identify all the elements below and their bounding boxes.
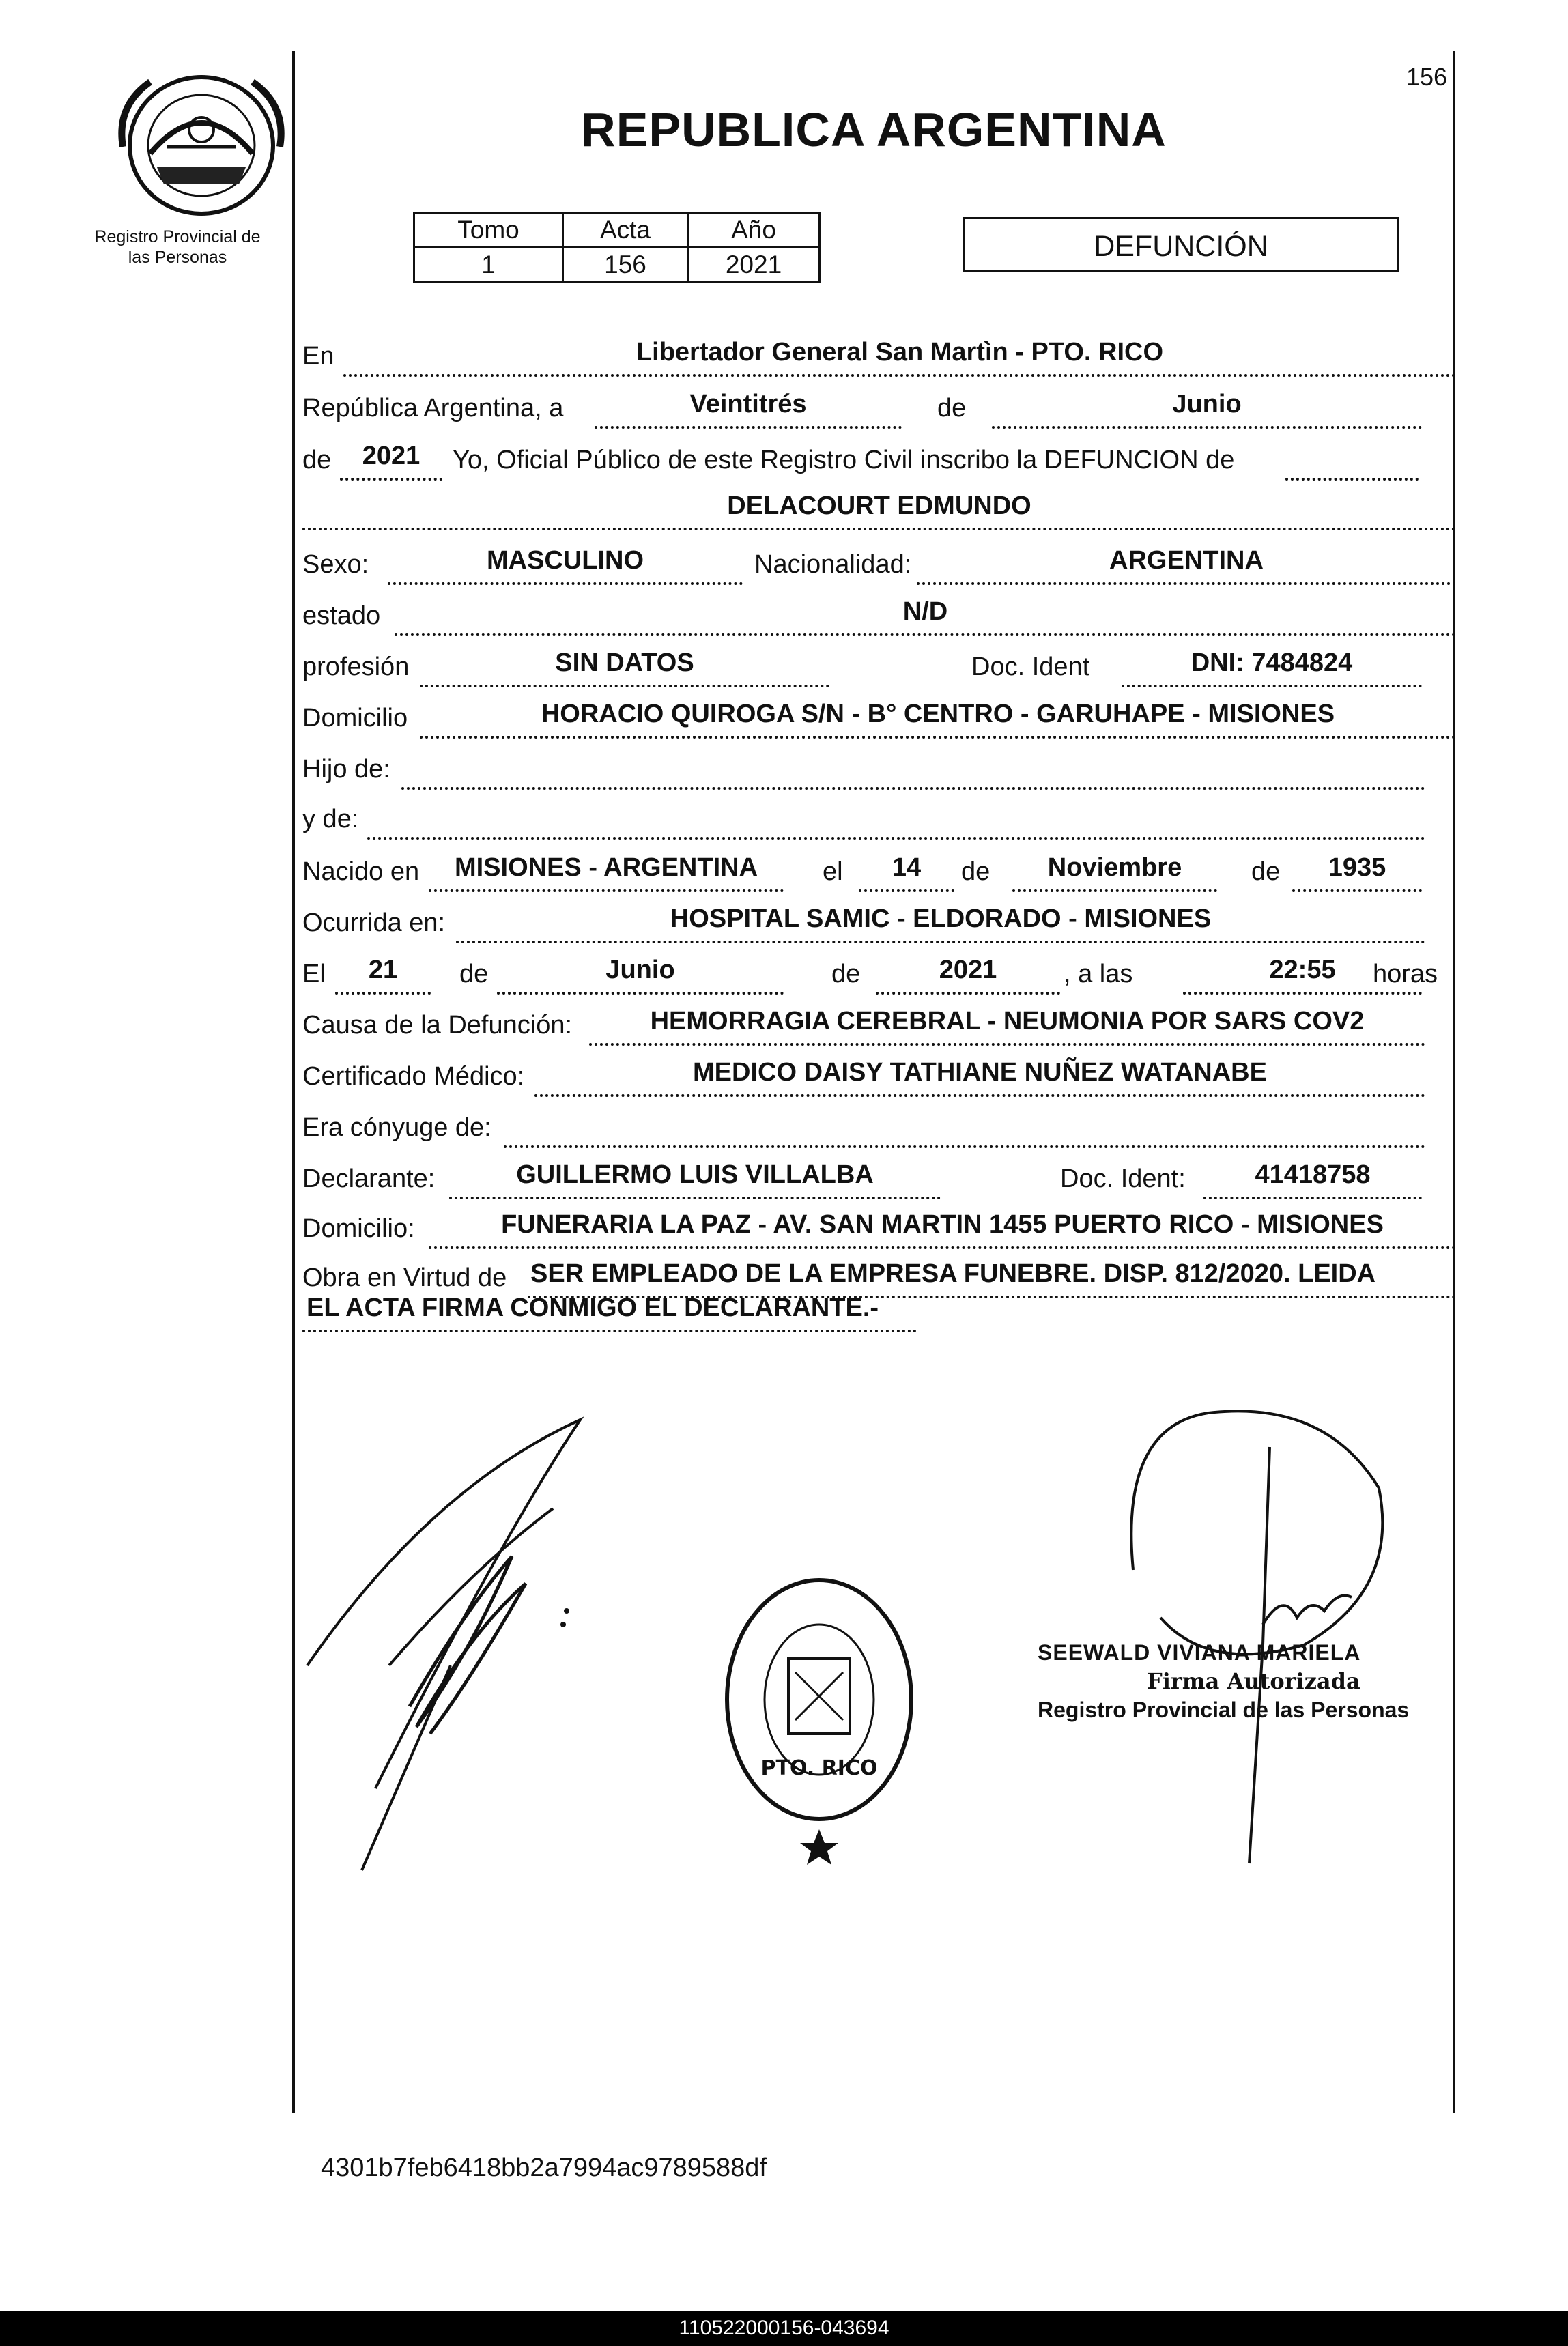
obra-label: Obra en Virtud de xyxy=(302,1263,507,1292)
en-label: En xyxy=(302,342,334,371)
registry-line-2: las Personas xyxy=(128,248,227,267)
conyuge-label: Era cónyuge de: xyxy=(302,1113,491,1142)
delegation-stamp xyxy=(717,1556,922,1870)
doc2-value: 41418758 xyxy=(1255,1160,1371,1189)
doc-ident-field xyxy=(1122,638,1422,687)
death-year-field xyxy=(876,945,1060,995)
deceased-field xyxy=(302,481,1456,530)
tomo-value: 1 xyxy=(414,248,563,283)
ocurrida-field xyxy=(456,894,1425,943)
death-month-value: Junio xyxy=(605,956,675,984)
birth-day-value: 14 xyxy=(892,853,922,882)
day-words-field xyxy=(595,380,902,429)
row-certificado xyxy=(302,1048,1456,1097)
month-field xyxy=(992,380,1422,429)
officer-text: Yo, Oficial Público de este Registro Civil inscribo la DEFUNCION de xyxy=(453,446,1235,474)
death-month-field xyxy=(497,945,784,995)
official-office: Registro Provincial de las Personas xyxy=(1038,1698,1410,1722)
domicilio2-value: FUNERARIA LA PAZ - AV. SAN MARTIN 1455 PUERTO RICO - MISIONES xyxy=(501,1210,1384,1239)
domicilio-field xyxy=(420,689,1456,739)
row-year-officer xyxy=(302,431,1456,481)
causa-value: HEMORRAGIA CEREBRAL - NEUMONIA POR SARS COV2 xyxy=(650,1007,1365,1035)
officer-trailing-field xyxy=(1285,431,1419,481)
day-words-value: Veintitrés xyxy=(689,390,807,418)
el-label: el xyxy=(823,857,843,886)
row-ocurrida xyxy=(302,894,1456,943)
causa-label: Causa de la Defunción: xyxy=(302,1011,573,1040)
estado-label: estado xyxy=(302,601,381,630)
birth-year-value: 1935 xyxy=(1328,853,1386,882)
deceased-name: DELACOURT EDMUNDO xyxy=(727,491,1031,520)
row-nacido xyxy=(302,843,1456,892)
de-label-1: de xyxy=(937,394,967,423)
domicilio2-field xyxy=(429,1200,1456,1249)
estado-field xyxy=(395,587,1456,636)
row-causa xyxy=(302,997,1456,1046)
profesion-label: profesión xyxy=(302,653,410,681)
stamp-center-text: PTO. RICO xyxy=(760,1756,878,1780)
nacionalidad-field xyxy=(917,536,1456,585)
row-domicilio xyxy=(302,689,1456,739)
doc2-field xyxy=(1203,1150,1422,1199)
horas-label: horas xyxy=(1373,960,1438,988)
domicilio2-label: Domicilio: xyxy=(302,1214,415,1243)
death-day-field xyxy=(335,945,431,995)
doc2-label: Doc. Ident: xyxy=(1060,1164,1186,1193)
month-value: Junio xyxy=(1172,390,1242,418)
death-day-value: 21 xyxy=(368,956,398,984)
row-en xyxy=(302,328,1456,377)
row-declarante xyxy=(302,1150,1456,1199)
row-profesion xyxy=(302,638,1456,687)
death-time-value: 22:55 xyxy=(1269,956,1336,984)
de-label-6: de xyxy=(831,960,861,988)
profesion-value: SIN DATOS xyxy=(555,648,694,677)
certificado-label: Certificado Médico: xyxy=(302,1062,525,1091)
row-death-date xyxy=(302,945,1456,995)
nacido-label: Nacido en xyxy=(302,857,420,886)
obra-field-2 xyxy=(302,1283,917,1332)
causa-field xyxy=(589,997,1425,1046)
row-deceased xyxy=(302,481,1456,530)
nacionalidad-value: ARGENTINA xyxy=(1109,546,1264,575)
anio-value: 2021 xyxy=(688,248,820,283)
doc-ident-label: Doc. Ident xyxy=(971,653,1090,681)
birth-year-field xyxy=(1292,843,1422,892)
year-value: 2021 xyxy=(362,442,420,470)
nacido-field xyxy=(429,843,784,892)
row-estado xyxy=(302,587,1456,636)
death-year-value: 2021 xyxy=(939,956,997,984)
certificado-field xyxy=(534,1048,1425,1097)
document-hash: 4301b7feb6418bb2a7994ac9789588df xyxy=(321,2154,767,2182)
record-type-box: DEFUNCIÓN xyxy=(963,217,1399,272)
birth-day-field xyxy=(859,843,954,892)
obra-value-2: EL ACTA FIRMA CONMIGO EL DECLARANTE.- xyxy=(307,1293,879,1322)
sexo-value: MASCULINO xyxy=(486,546,644,575)
alas-label: , a las xyxy=(1064,960,1133,988)
de-label-2: de xyxy=(302,446,332,474)
declarant-signature xyxy=(294,1406,648,1898)
row-sexo xyxy=(302,536,1456,585)
tomo-header: Tomo xyxy=(414,213,563,248)
registry-line-1: Registro Provincial de xyxy=(94,227,261,246)
page-number: 156 xyxy=(1406,63,1448,91)
nacionalidad-label: Nacionalidad: xyxy=(754,550,912,579)
row-conyuge xyxy=(302,1099,1456,1148)
row-hijo xyxy=(302,741,1456,790)
profesion-field xyxy=(420,638,829,687)
sexo-label: Sexo: xyxy=(302,550,369,579)
domicilio-value: HORACIO QUIROGA S/N - B° CENTRO - GARUHAPE - MISIONES xyxy=(541,700,1335,728)
declarante-field xyxy=(449,1150,941,1199)
row-yde xyxy=(302,790,1456,840)
page-title: REPUBLICA ARGENTINA xyxy=(581,103,1167,156)
certificado-value: MEDICO DAISY TATHIANE NUÑEZ WATANABE xyxy=(693,1058,1267,1087)
hijo-label: Hijo de: xyxy=(302,755,390,784)
acta-header: Acta xyxy=(563,213,688,248)
birth-month-field xyxy=(1012,843,1217,892)
republica-label: República Argentina, a xyxy=(302,394,564,423)
estado-value: N/D xyxy=(902,597,948,626)
yde-label: y de: xyxy=(302,805,359,833)
official-name: SEEWALD VIVIANA MARIELA xyxy=(1038,1640,1361,1665)
en-value: Libertador General San Martìn - PTO. RICO xyxy=(636,338,1164,367)
official-role: Firma Autorizada xyxy=(1147,1668,1360,1694)
ocurrida-label: Ocurrida en: xyxy=(302,909,446,937)
declarante-label: Declarante: xyxy=(302,1164,436,1193)
registry-table xyxy=(413,212,821,283)
el2-label: El xyxy=(302,960,326,988)
obra-value-1: SER EMPLEADO DE LA EMPRESA FUNEBRE. DISP. 812/2020. LEIDA xyxy=(530,1259,1376,1288)
de-label-4: de xyxy=(1251,857,1281,886)
birth-month-value: Noviembre xyxy=(1047,853,1182,882)
registry-caption xyxy=(75,227,280,268)
declarante-value: GUILLERMO LUIS VILLALBA xyxy=(516,1160,874,1189)
de-label-3: de xyxy=(961,857,990,886)
acta-value: 156 xyxy=(563,248,688,283)
anio-header: Año xyxy=(688,213,820,248)
yde-field xyxy=(367,790,1425,840)
en-field xyxy=(343,328,1456,377)
row-domicilio2 xyxy=(302,1200,1456,1249)
sexo-field xyxy=(388,536,743,585)
ocurrida-value: HOSPITAL SAMIC - ELDORADO - MISIONES xyxy=(670,904,1212,933)
footer-code: 110522000156-043694 xyxy=(0,2311,1568,2346)
official-signature xyxy=(1038,1386,1420,1877)
province-seal-logo xyxy=(109,65,294,222)
hijo-field xyxy=(401,741,1425,790)
de-label-5: de xyxy=(459,960,489,988)
row-obra-2 xyxy=(302,1283,1456,1332)
row-date-words xyxy=(302,380,1456,429)
year-field xyxy=(340,431,442,481)
conyuge-field xyxy=(504,1099,1425,1148)
domicilio-label: Domicilio xyxy=(302,704,408,732)
doc-ident-value: DNI: 7484824 xyxy=(1191,648,1353,677)
official-block xyxy=(1038,1638,1420,1724)
nacido-value: MISIONES - ARGENTINA xyxy=(454,853,758,882)
